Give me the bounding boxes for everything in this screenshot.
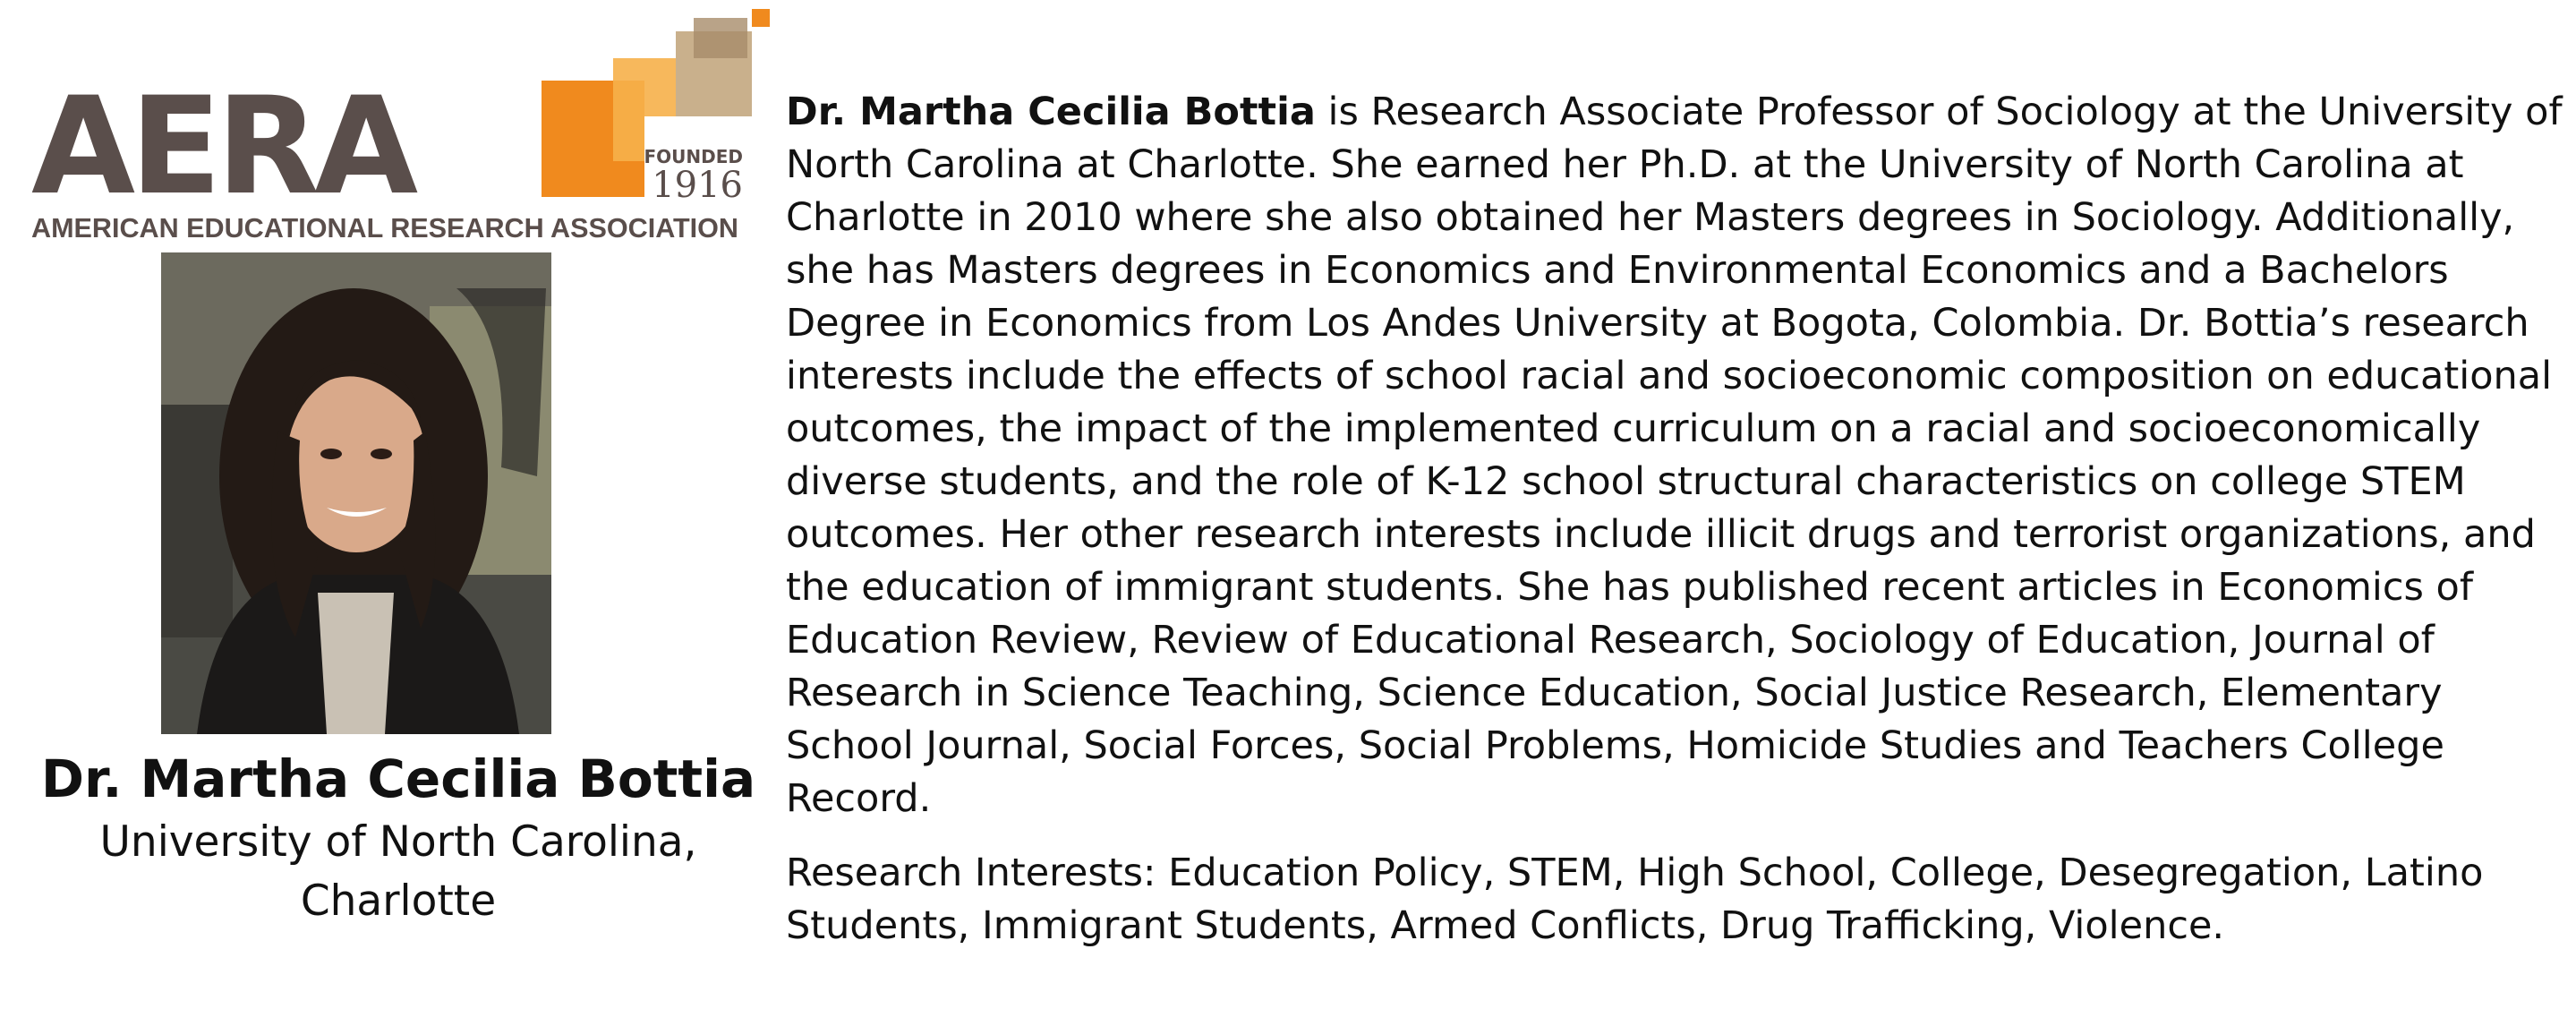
- affiliation-line-1: University of North Carolina,: [99, 817, 697, 867]
- research-interests: Research Interests: Education Policy, STEM, High School, College, Desegregation, Latino Students, Immigrant Students, Armed Conflicts, Drug Trafficking, Violence.: [786, 851, 2484, 948]
- aera-logo-graphic: [27, 9, 770, 251]
- logo-square-small: [752, 9, 770, 27]
- person-name: Dr. Martha Cecilia Bottia: [40, 748, 756, 809]
- profile-photo: [161, 252, 551, 734]
- logo-founded-label: FOUNDED: [644, 146, 743, 167]
- logo-wordmark: AERA: [31, 69, 414, 225]
- bio-paragraph: [786, 86, 2567, 825]
- logo-founded-year: 1916: [652, 165, 743, 206]
- profile-caption: [36, 745, 761, 931]
- logo-square-dark-tan: [694, 18, 747, 58]
- logo-association-name: AMERICAN EDUCATIONAL RESEARCH ASSOCIATION: [31, 212, 738, 244]
- affiliation-line-2: Charlotte: [300, 876, 497, 926]
- profile-photo-image: [161, 252, 551, 734]
- biography: [786, 86, 2567, 953]
- bio-name: Dr. Martha Cecilia Bottia: [786, 90, 1316, 134]
- aera-logo: [27, 9, 770, 251]
- bio-text: is Research Associate Professor of Sociology at the University of North Carolina at Charlotte. She earned her Ph.D. at the University of North Carolina at Charlotte in 2010 where she also obtained her Masters degrees in Sociology. Additionally, she has Masters degrees in Economics and Environmental Economics and a Bachelors Degree in Economics from Los Andes University at Bogota, Colombia. Dr. Bottia’s research interests include the effects of school racial and socioeconomic composition on educational outcomes, the impact of the implemented curriculum on a racial and socioeconomically diverse students, and the role of K-12 school structural characteristics on college STEM outcomes. Her other research interests include illicit drugs and terrorist organizations, and the education of immigrant students. She has published recent articles in Economics of Education Review, Review of Educational Research, Sociology of Education, Journal of Research in Science Teaching, Science Education, Social Justice Research, Elementary School Journal, Social Forces, Social Problems, Homicide Studies and Teachers College Record.: [786, 90, 2563, 821]
